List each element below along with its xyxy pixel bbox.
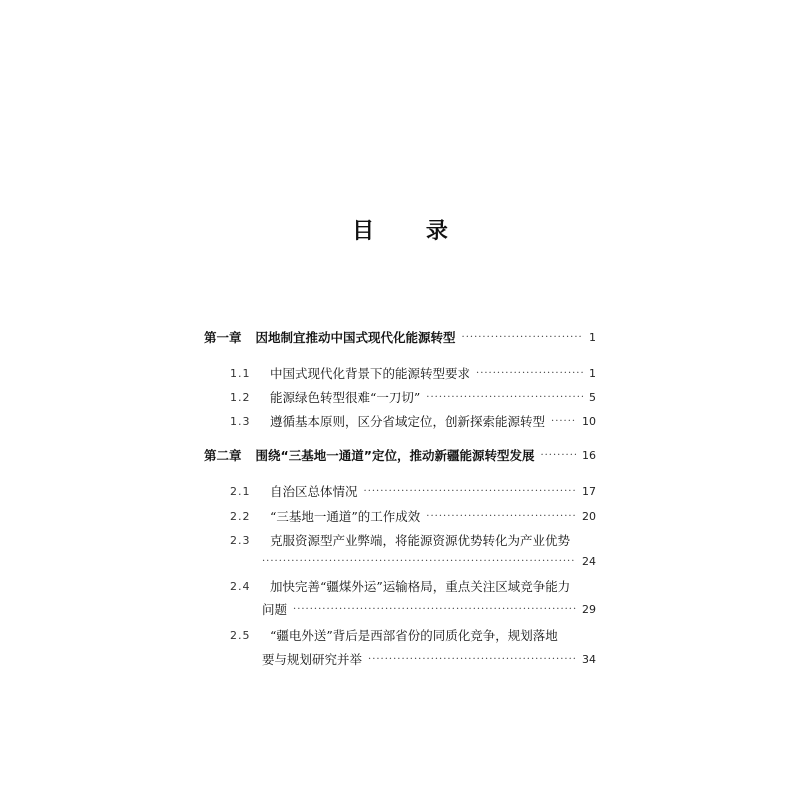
toc-section-2-3-leader-line[interactable] — [262, 552, 596, 570]
dot-leader — [551, 416, 576, 427]
section-number: 1.3 — [230, 414, 251, 428]
section-title: 中国式现代化背景下的能源转型要求 — [270, 366, 471, 381]
chapter-title: 围绕“三基地一通道”定位，推动新疆能源转型发展 — [255, 448, 535, 463]
toc-section-2-5[interactable] — [230, 626, 596, 644]
dot-leader — [426, 511, 576, 522]
section-title-line-1: 加快完善“疆煤外运”运输格局，重点关注区域竞争能力 — [270, 579, 571, 594]
dot-leader — [368, 654, 576, 665]
page-number: 1 — [589, 330, 596, 344]
toc-chapter-2[interactable] — [204, 446, 596, 464]
section-title: “三基地一通道”的工作成效 — [270, 509, 421, 524]
toc-section-2-2[interactable] — [230, 507, 596, 525]
toc-section-2-1[interactable] — [230, 482, 596, 500]
section-title: 自治区总体情况 — [270, 484, 358, 499]
section-title: 能源绿色转型很难“一刀切” — [270, 390, 421, 405]
page-number: 10 — [582, 414, 596, 428]
toc-title: 目 录 — [352, 219, 470, 244]
dot-leader — [293, 604, 576, 615]
page-number: 17 — [582, 484, 596, 498]
section-number: 2.4 — [230, 579, 251, 593]
toc-section-1-2[interactable] — [230, 388, 596, 406]
dot-leader — [262, 556, 576, 567]
toc-section-1-3[interactable] — [230, 412, 596, 430]
page-number: 34 — [582, 652, 596, 666]
page-number: 20 — [582, 509, 596, 523]
chapter-label: 第一章 — [204, 330, 242, 345]
dot-leader — [540, 450, 576, 461]
section-number: 2.2 — [230, 509, 251, 523]
toc-section-2-4-line-2[interactable] — [262, 600, 596, 618]
dot-leader — [364, 486, 576, 497]
page-number: 24 — [582, 554, 596, 568]
dot-leader — [476, 368, 583, 379]
page-number: 29 — [582, 602, 596, 616]
dot-leader — [426, 392, 583, 403]
section-number: 2.1 — [230, 484, 251, 498]
toc-section-1-1[interactable] — [230, 364, 596, 382]
dot-leader — [462, 332, 583, 343]
section-number: 1.1 — [230, 366, 251, 380]
section-number: 2.3 — [230, 533, 251, 547]
page-number: 1 — [589, 366, 596, 380]
section-title-line-2: 问题 — [262, 602, 288, 617]
toc-section-2-5-line-2[interactable] — [262, 650, 596, 668]
section-title-line-2: 要与规划研究并举 — [262, 652, 363, 667]
chapter-title: 因地制宜推动中国式现代化能源转型 — [255, 330, 456, 345]
section-number: 1.2 — [230, 390, 251, 404]
toc-chapter-1[interactable] — [204, 328, 596, 346]
section-number: 2.5 — [230, 628, 251, 642]
toc-section-2-4[interactable] — [230, 577, 596, 595]
section-title: 遵循基本原则，区分省域定位，创新探索能源转型 — [270, 414, 546, 429]
page-number: 5 — [589, 390, 596, 404]
page-number: 16 — [582, 448, 596, 462]
toc-section-2-3[interactable] — [230, 531, 596, 549]
section-title-line-1: “疆电外送”背后是西部省份的同质化竞争，规划落地 — [270, 628, 558, 643]
section-title: 克服资源型产业弊端，将能源资源优势转化为产业优势 — [270, 533, 571, 548]
chapter-label: 第二章 — [204, 448, 242, 463]
